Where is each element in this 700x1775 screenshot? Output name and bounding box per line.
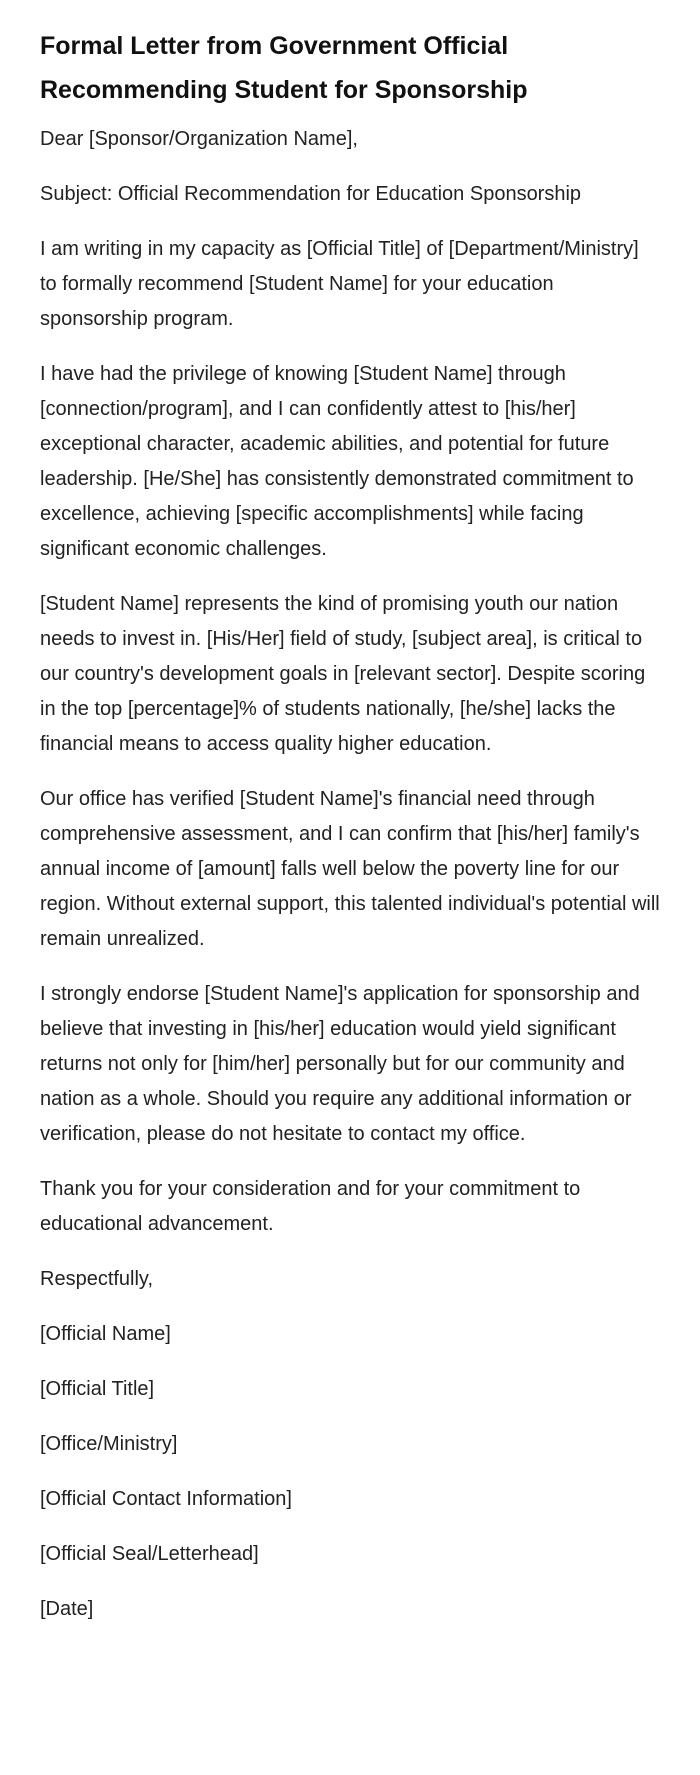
closing: Respectfully,	[40, 1268, 154, 1290]
letter-title: Formal Letter from Government Official Recommending Student for Sponsorship	[40, 32, 528, 104]
signature-seal: [Official Seal/Letterhead]	[40, 1543, 259, 1565]
body-paragraph-financial-need: Our office has verified [Student Name]'s financial need through comprehensive assessment, and I can confirm that [his/her] family's annual income of [amount] falls well below the poverty line for our region. Without external support, this talented individual's potential will remain unrealized.	[40, 788, 660, 950]
body-paragraph-thanks: Thank you for your consideration and for your commitment to educational advancement.	[40, 1178, 581, 1235]
signature-official-name: [Official Name]	[40, 1323, 171, 1345]
body-paragraph-field-of-study: [Student Name] represents the kind of promising youth our nation needs to invest in. [His/Her] field of study, [subject area], is critical to our country's development goals in [relevant sector]. Despite scoring in the top [percentage]% of students nationally, [he/she] lacks the financial means to access quality higher education.	[40, 593, 646, 755]
salutation: Dear [Sponsor/Organization Name],	[40, 128, 358, 150]
signature-date: [Date]	[40, 1598, 94, 1620]
signature-official-title: [Official Title]	[40, 1378, 155, 1400]
body-paragraph-endorsement: I strongly endorse [Student Name]'s application for sponsorship and believe that investing in [his/her] education would yield significant returns not only for [him/her] personally but for our community and nation as a whole. Should you require any additional information or verification, please do not hesitate to contact my office.	[40, 983, 640, 1145]
signature-office: [Office/Ministry]	[40, 1433, 178, 1455]
subject-line: Subject: Official Recommendation for Education Sponsorship	[40, 183, 582, 205]
signature-contact: [Official Contact Information]	[40, 1488, 292, 1510]
body-paragraph-character: I have had the privilege of knowing [Student Name] through [connection/program], and I can confidently attest to [his/her] exceptional character, academic abilities, and potential for future leadership. [He/She] has consistently demonstrated commitment to excellence, achieving [specific accomplishments] while facing significant economic challenges.	[40, 363, 634, 560]
body-paragraph-introduction: I am writing in my capacity as [Official Title] of [Department/Ministry] to formally recommend [Student Name] for your education sponsorship program.	[40, 238, 639, 330]
